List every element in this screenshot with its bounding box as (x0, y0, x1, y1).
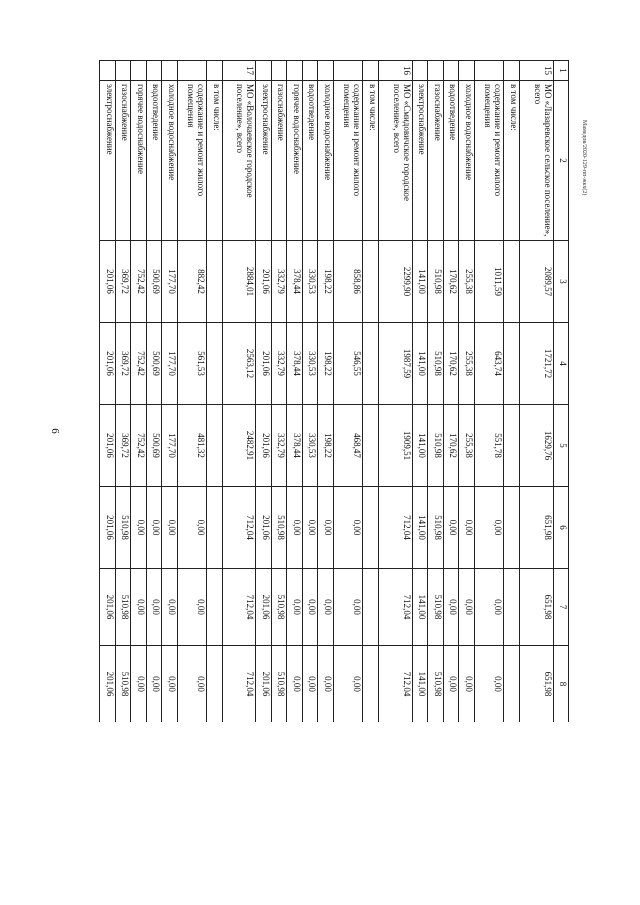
table-row (378, 61, 412, 723)
tariff-table-container (99, 60, 569, 722)
value-cell: 0,00 (177, 569, 207, 646)
table-row (271, 61, 286, 723)
value-cell: 712,04 (378, 569, 412, 646)
value-cell: 643,74 (474, 323, 504, 405)
value-cell: 551,78 (474, 405, 504, 487)
row-name: газоснабжение (271, 81, 286, 241)
value-cell: 500,69 (146, 323, 161, 405)
value-cell: 0,00 (443, 487, 458, 569)
value-cell: 170,62 (443, 405, 458, 487)
value-cell: 1011,59 (474, 241, 504, 323)
value-cell: 0,00 (162, 646, 177, 723)
value-cell: 201,06 (256, 569, 271, 646)
value-cell: 510,98 (428, 241, 443, 323)
row-index (131, 61, 146, 81)
value-cell: 712,04 (222, 569, 256, 646)
value-cell: 0,00 (302, 569, 317, 646)
value-cell: 510,98 (428, 323, 443, 405)
value-cell (363, 487, 378, 569)
value-cell: 255,38 (459, 323, 474, 405)
value-cell: 0,00 (302, 487, 317, 569)
value-cell: 0,00 (146, 646, 161, 723)
table-row (256, 61, 271, 723)
value-cell: 0,00 (333, 569, 363, 646)
value-cell: 201,06 (100, 323, 116, 405)
value-cell: 752,42 (131, 405, 146, 487)
value-cell (504, 405, 519, 487)
table-row (100, 61, 116, 723)
value-cell: 510,98 (428, 569, 443, 646)
row-name: МО «Смидовичское городское поселение», всего (378, 81, 412, 241)
header-cell: 4 (553, 323, 568, 405)
value-cell: 0,00 (443, 569, 458, 646)
row-name: газоснабжение (115, 81, 130, 241)
value-cell: 201,06 (256, 646, 271, 723)
value-cell: 651,98 (519, 569, 553, 646)
value-cell: 1721,72 (519, 323, 553, 405)
row-index (100, 61, 116, 81)
row-index (363, 61, 378, 81)
row-name: МО «Лазаревское сельское поселение», всего (519, 81, 553, 241)
row-index (162, 61, 177, 81)
value-cell: 0,00 (146, 487, 161, 569)
table-row (222, 61, 256, 723)
tariff-table (99, 60, 569, 722)
value-cell (363, 646, 378, 723)
row-name: в том числе: (207, 81, 222, 241)
value-cell: 198,22 (318, 405, 333, 487)
value-cell: 2884,01 (222, 241, 256, 323)
table-row (177, 61, 207, 723)
value-cell: 141,00 (412, 569, 427, 646)
value-cell: 378,44 (287, 241, 302, 323)
value-cell: 651,98 (519, 487, 553, 569)
row-index (412, 61, 427, 81)
row-name: содержание и ремонт жилого помещения (333, 81, 363, 241)
table-row (474, 61, 504, 723)
value-cell: 500,69 (146, 405, 161, 487)
table-row (504, 61, 519, 723)
value-cell: 201,06 (100, 241, 116, 323)
row-name: холодное водоснабжение (318, 81, 333, 241)
row-name: газоснабжение (428, 81, 443, 241)
value-cell: 369,72 (115, 405, 130, 487)
value-cell (363, 569, 378, 646)
table-body (100, 61, 569, 723)
value-cell: 510,98 (428, 405, 443, 487)
header-cell: 7 (553, 569, 568, 646)
value-cell: 141,00 (412, 241, 427, 323)
row-index: 17 (222, 61, 256, 81)
row-name: электроснабжение (100, 81, 116, 241)
value-cell (504, 241, 519, 323)
value-cell: 177,70 (162, 241, 177, 323)
row-index (443, 61, 458, 81)
value-cell: 0,00 (287, 646, 302, 723)
value-cell: 141,00 (412, 405, 427, 487)
value-cell: 1629,76 (519, 405, 553, 487)
value-cell: 332,79 (271, 405, 286, 487)
value-cell: 0,00 (131, 487, 146, 569)
value-cell: 141,00 (412, 323, 427, 405)
row-index (287, 61, 302, 81)
value-cell: 712,04 (378, 487, 412, 569)
row-index (271, 61, 286, 81)
value-cell: 752,42 (131, 323, 146, 405)
row-index: 16 (378, 61, 412, 81)
value-cell: 330,53 (302, 241, 317, 323)
value-cell: 255,38 (459, 405, 474, 487)
value-cell: 510,98 (271, 569, 286, 646)
value-cell: 0,00 (474, 487, 504, 569)
value-cell: 712,04 (222, 646, 256, 723)
value-cell: 500,69 (146, 241, 161, 323)
value-cell: 0,00 (333, 646, 363, 723)
value-cell: 0,00 (474, 569, 504, 646)
value-cell: 510,98 (115, 569, 130, 646)
row-index (504, 61, 519, 81)
value-cell: 1909,51 (378, 405, 412, 487)
value-cell: 201,06 (100, 569, 116, 646)
value-cell: 378,44 (287, 323, 302, 405)
value-cell: 2089,57 (519, 241, 553, 323)
row-index (302, 61, 317, 81)
value-cell: 882,42 (177, 241, 207, 323)
value-cell: 0,00 (459, 569, 474, 646)
value-cell: 201,06 (100, 646, 116, 723)
value-cell: 0,00 (177, 487, 207, 569)
value-cell: 2482,91 (222, 405, 256, 487)
value-cell (207, 646, 222, 723)
value-cell: 0,00 (162, 569, 177, 646)
value-cell: 0,00 (287, 569, 302, 646)
value-cell: 510,98 (428, 487, 443, 569)
value-cell (504, 323, 519, 405)
value-cell: 0,00 (459, 487, 474, 569)
value-cell: 752,42 (131, 241, 146, 323)
value-cell: 0,00 (302, 646, 317, 723)
row-name: водоотведение (146, 81, 161, 241)
value-cell: 201,06 (100, 487, 116, 569)
table-row (162, 61, 177, 723)
value-cell (504, 569, 519, 646)
value-cell: 2299,90 (378, 241, 412, 323)
value-cell: 201,06 (256, 487, 271, 569)
value-cell: 0,00 (177, 646, 207, 723)
row-name: электроснабжение (256, 81, 271, 241)
table-row (318, 61, 333, 723)
value-cell: 198,22 (318, 241, 333, 323)
value-cell: 510,98 (115, 646, 130, 723)
value-cell (207, 569, 222, 646)
row-index (459, 61, 474, 81)
table-row (363, 61, 378, 723)
value-cell: 0,00 (474, 646, 504, 723)
value-cell: 378,44 (287, 405, 302, 487)
value-cell: 201,06 (256, 323, 271, 405)
table-row (443, 61, 458, 723)
table-row (146, 61, 161, 723)
value-cell: 201,06 (256, 241, 271, 323)
table-row (302, 61, 317, 723)
row-index (333, 61, 363, 81)
value-cell: 0,00 (318, 569, 333, 646)
row-name: содержание и ремонт жилого помещения (474, 81, 504, 241)
value-cell: 201,06 (256, 405, 271, 487)
value-cell: 510,98 (115, 487, 130, 569)
value-cell: 712,04 (222, 487, 256, 569)
value-cell (207, 241, 222, 323)
value-cell: 0,00 (318, 487, 333, 569)
row-index (318, 61, 333, 81)
table-row (115, 61, 130, 723)
header-cell: 3 (553, 241, 568, 323)
header-cell: 8 (553, 646, 568, 723)
row-name: водоотведение (302, 81, 317, 241)
value-cell: 1987,59 (378, 323, 412, 405)
value-cell (363, 241, 378, 323)
value-cell: 2563,12 (222, 323, 256, 405)
value-cell: 332,79 (271, 323, 286, 405)
value-cell: 510,98 (271, 487, 286, 569)
row-index (177, 61, 207, 81)
value-cell (207, 323, 222, 405)
value-cell: 369,72 (115, 241, 130, 323)
value-cell: 330,53 (302, 323, 317, 405)
value-cell: 330,53 (302, 405, 317, 487)
row-index (207, 61, 222, 81)
value-cell: 0,00 (333, 487, 363, 569)
table-row (333, 61, 363, 723)
value-cell: 510,98 (428, 646, 443, 723)
document-code: Мамедов/2020-129-пп-жкх(2) (581, 120, 587, 196)
table-row (459, 61, 474, 723)
value-cell: 170,62 (443, 323, 458, 405)
row-index (474, 61, 504, 81)
value-cell (504, 487, 519, 569)
row-index (256, 61, 271, 81)
row-index: 15 (519, 61, 553, 81)
value-cell: 255,38 (459, 241, 474, 323)
value-cell: 510,98 (271, 646, 286, 723)
header-cell: 1 (553, 61, 568, 81)
header-row (553, 61, 568, 723)
value-cell: 141,00 (412, 487, 427, 569)
value-cell: 0,00 (162, 487, 177, 569)
value-cell: 177,70 (162, 323, 177, 405)
row-name: холодное водоснабжение (459, 81, 474, 241)
value-cell: 369,72 (115, 323, 130, 405)
table-row (287, 61, 302, 723)
value-cell: 0,00 (131, 646, 146, 723)
value-cell: 198,22 (318, 323, 333, 405)
header-cell: 6 (553, 487, 568, 569)
row-index (146, 61, 161, 81)
row-name: горячее водоснабжение (287, 81, 302, 241)
value-cell: 177,70 (162, 405, 177, 487)
value-cell: 0,00 (443, 646, 458, 723)
value-cell: 170,62 (443, 241, 458, 323)
row-index (428, 61, 443, 81)
value-cell (504, 646, 519, 723)
row-name: содержание и ремонт жилого помещения (177, 81, 207, 241)
row-name: МО «Волочаевское городское поселение», всего (222, 81, 256, 241)
value-cell (363, 323, 378, 405)
value-cell: 141,00 (412, 646, 427, 723)
row-name: холодное водоснабжение (162, 81, 177, 241)
table-row (207, 61, 222, 723)
value-cell (363, 405, 378, 487)
row-index (115, 61, 130, 81)
header-cell: 5 (553, 405, 568, 487)
row-name: в том числе: (504, 81, 519, 241)
table-row (428, 61, 443, 723)
value-cell (207, 487, 222, 569)
value-cell: 546,55 (333, 323, 363, 405)
value-cell: 0,00 (318, 646, 333, 723)
value-cell: 201,06 (100, 405, 116, 487)
tariff-table-rotated (99, 60, 569, 722)
table-row (519, 61, 553, 723)
value-cell: 561,53 (177, 323, 207, 405)
row-name: в том числе: (363, 81, 378, 241)
row-name: горячее водоснабжение (131, 81, 146, 241)
value-cell: 481,32 (177, 405, 207, 487)
value-cell: 0,00 (146, 569, 161, 646)
header-cell: 2 (553, 81, 568, 241)
value-cell: 858,86 (333, 241, 363, 323)
value-cell: 468,47 (333, 405, 363, 487)
value-cell: 0,00 (459, 646, 474, 723)
table-row (412, 61, 427, 723)
row-name: водоотведение (443, 81, 458, 241)
value-cell: 712,04 (378, 646, 412, 723)
value-cell: 0,00 (287, 487, 302, 569)
value-cell: 0,00 (131, 569, 146, 646)
page-number: 6 (48, 428, 61, 434)
value-cell (207, 405, 222, 487)
table-row (131, 61, 146, 723)
value-cell: 332,79 (271, 241, 286, 323)
row-name: электроснабжение (412, 81, 427, 241)
value-cell: 651,98 (519, 646, 553, 723)
